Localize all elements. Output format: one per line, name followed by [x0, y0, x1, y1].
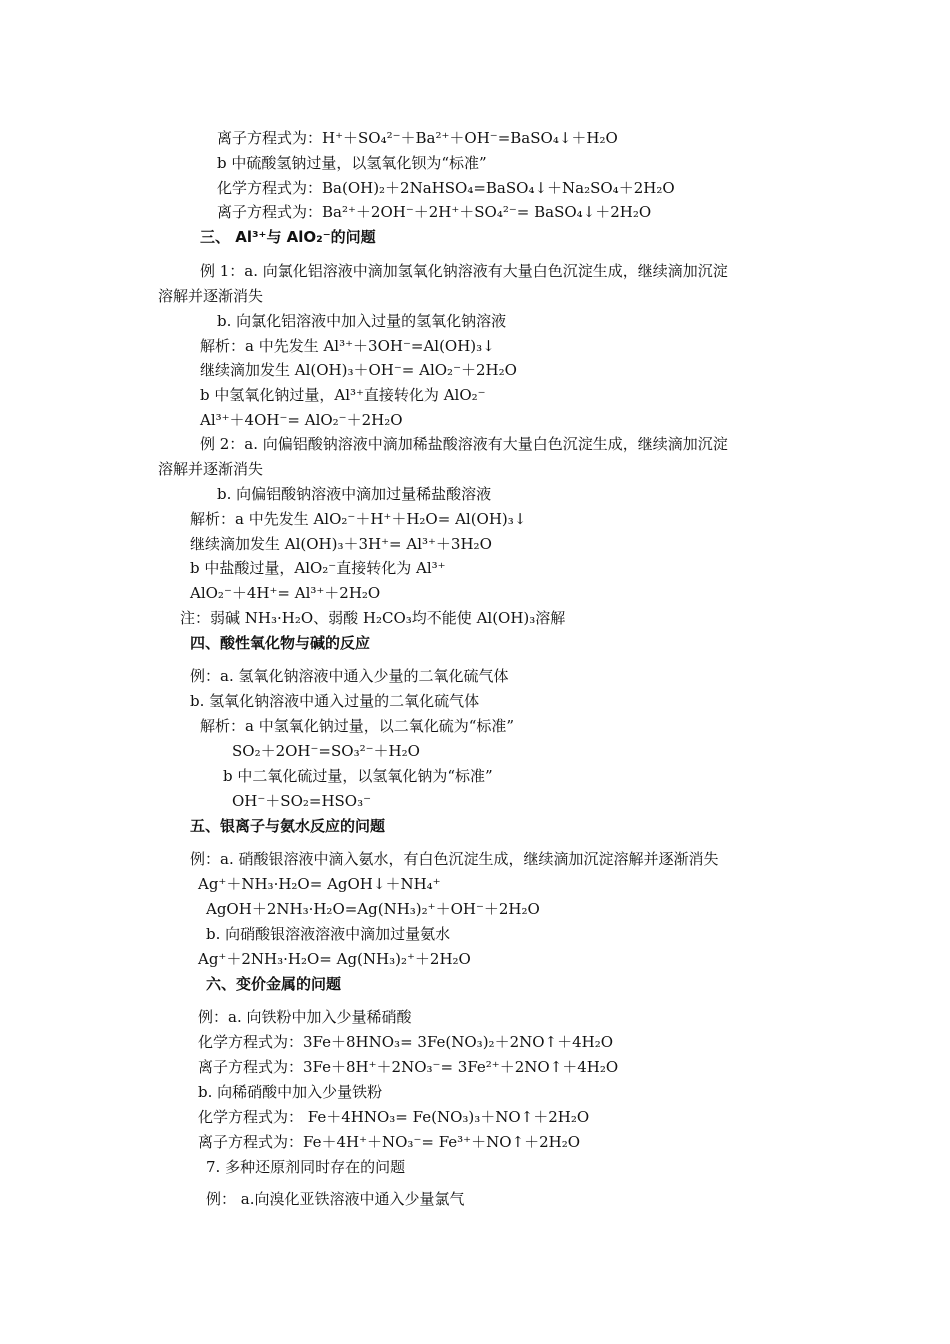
text-line: b 中氢氧化钠过量，Al³⁺直接转化为 AlO₂⁻ — [200, 386, 486, 404]
text-line: 离子方程式为：3Fe＋8H⁺＋2NO₃⁻= 3Fe²⁺＋2NO↑＋4H₂O — [198, 1058, 619, 1076]
text-line: Ag⁺＋NH₃·H₂O= AgOH↓＋NH₄⁺ — [198, 875, 441, 893]
text-line: 7. 多种还原剂同时存在的问题 — [206, 1158, 406, 1176]
text-line: 化学方程式为：3Fe＋8HNO₃= 3Fe(NO₃)₂＋2NO↑＋4H₂O — [198, 1033, 614, 1051]
text-line: 化学方程式为：Ba(OH)₂＋2NaHSO₄=BaSO₄↓＋Na₂SO₄＋2H₂O — [217, 179, 675, 197]
text-line: b. 向偏铝酸钠溶液中滴加过量稀盐酸溶液 — [217, 485, 492, 503]
text-line: b 中盐酸过量，AlO₂⁻直接转化为 Al³⁺ — [190, 559, 446, 577]
text-line: b. 向氯化铝溶液中加入过量的氢氧化钠溶液 — [217, 312, 507, 330]
text-line: SO₂＋2OH⁻=SO₃²⁻＋H₂O — [232, 742, 420, 760]
text-line: 例：a. 硝酸银溶液中滴入氨水，有白色沉淀生成，继续滴加沉淀溶解并逐渐消失 — [190, 850, 719, 868]
text-line: 继续滴加发生 Al(OH)₃＋OH⁻= AlO₂⁻＋2H₂O — [200, 361, 517, 379]
section-heading: 五、银离子与氨水反应的问题 — [190, 817, 386, 835]
text-line: 解析：a 中氢氧化钠过量，以二氧化硫为“标准” — [200, 717, 515, 735]
text-line: 解析：a 中先发生 Al³⁺＋3OH⁻=Al(OH)₃↓ — [200, 337, 495, 355]
text-line: b. 向稀硝酸中加入少量铁粉 — [198, 1083, 383, 1101]
text-line: Ag⁺＋2NH₃·H₂O= Ag(NH₃)₂⁺＋2H₂O — [198, 950, 471, 968]
text-line: 例：a. 氢氧化钠溶液中通入少量的二氧化硫气体 — [190, 667, 509, 685]
text-line: b 中硫酸氢钠过量，以氢氧化钡为“标准” — [217, 154, 487, 172]
text-line: 例 1：a. 向氯化铝溶液中滴加氢氧化钠溶液有大量白色沉淀生成，继续滴加沉淀 — [200, 262, 728, 280]
text-line: 例 2：a. 向偏铝酸钠溶液中滴加稀盐酸溶液有大量白色沉淀生成，继续滴加沉淀 — [200, 435, 728, 453]
text-line: 例：a. 向铁粉中加入少量稀硝酸 — [198, 1008, 412, 1026]
text-line: 化学方程式为： Fe＋4HNO₃= Fe(NO₃)₃＋NO↑＋2H₂O — [198, 1108, 590, 1126]
text-line: 继续滴加发生 Al(OH)₃＋3H⁺= Al³⁺＋3H₂O — [190, 535, 492, 553]
section-heading: 六、变价金属的问题 — [206, 975, 342, 993]
text-line: 离子方程式为：Ba²⁺＋2OH⁻＋2H⁺＋SO₄²⁻= BaSO₄↓＋2H₂O — [217, 203, 652, 221]
text-line: 溶解并逐渐消失 — [158, 287, 264, 305]
note-line: 注：弱碱 NH₃·H₂O、弱酸 H₂CO₃均不能使 Al(OH)₃溶解 — [180, 609, 566, 627]
text-line: b. 向硝酸银溶液溶液中滴加过量氨水 — [206, 925, 451, 943]
text-line: 溶解并逐渐消失 — [158, 460, 264, 478]
text-line: AlO₂⁻＋4H⁺= Al³⁺＋2H₂O — [190, 584, 381, 602]
text-line: Al³⁺＋4OH⁻= AlO₂⁻＋2H₂O — [200, 411, 403, 429]
text-line: 例： a.向溴化亚铁溶液中通入少量氯气 — [206, 1190, 465, 1208]
text-line: b 中二氧化硫过量，以氢氧化钠为“标准” — [223, 767, 493, 785]
text-line: b. 氢氧化钠溶液中通入过量的二氧化硫气体 — [190, 692, 480, 710]
text-line: OH⁻＋SO₂=HSO₃⁻ — [232, 792, 372, 810]
text-line: 离子方程式为：Fe＋4H⁺＋NO₃⁻= Fe³⁺＋NO↑＋2H₂O — [198, 1133, 581, 1151]
text-line: 解析：a 中先发生 AlO₂⁻＋H⁺＋H₂O= Al(OH)₃↓ — [190, 510, 527, 528]
text-line: AgOH＋2NH₃·H₂O=Ag(NH₃)₂⁺＋OH⁻＋2H₂O — [206, 900, 540, 918]
text-line: 离子方程式为：H⁺＋SO₄²⁻＋Ba²⁺＋OH⁻=BaSO₄↓＋H₂O — [217, 129, 618, 147]
section-heading: 三、 Al³⁺与 AlO₂⁻的问题 — [200, 228, 376, 246]
section-heading: 四、酸性氧化物与碱的反应 — [190, 634, 371, 652]
